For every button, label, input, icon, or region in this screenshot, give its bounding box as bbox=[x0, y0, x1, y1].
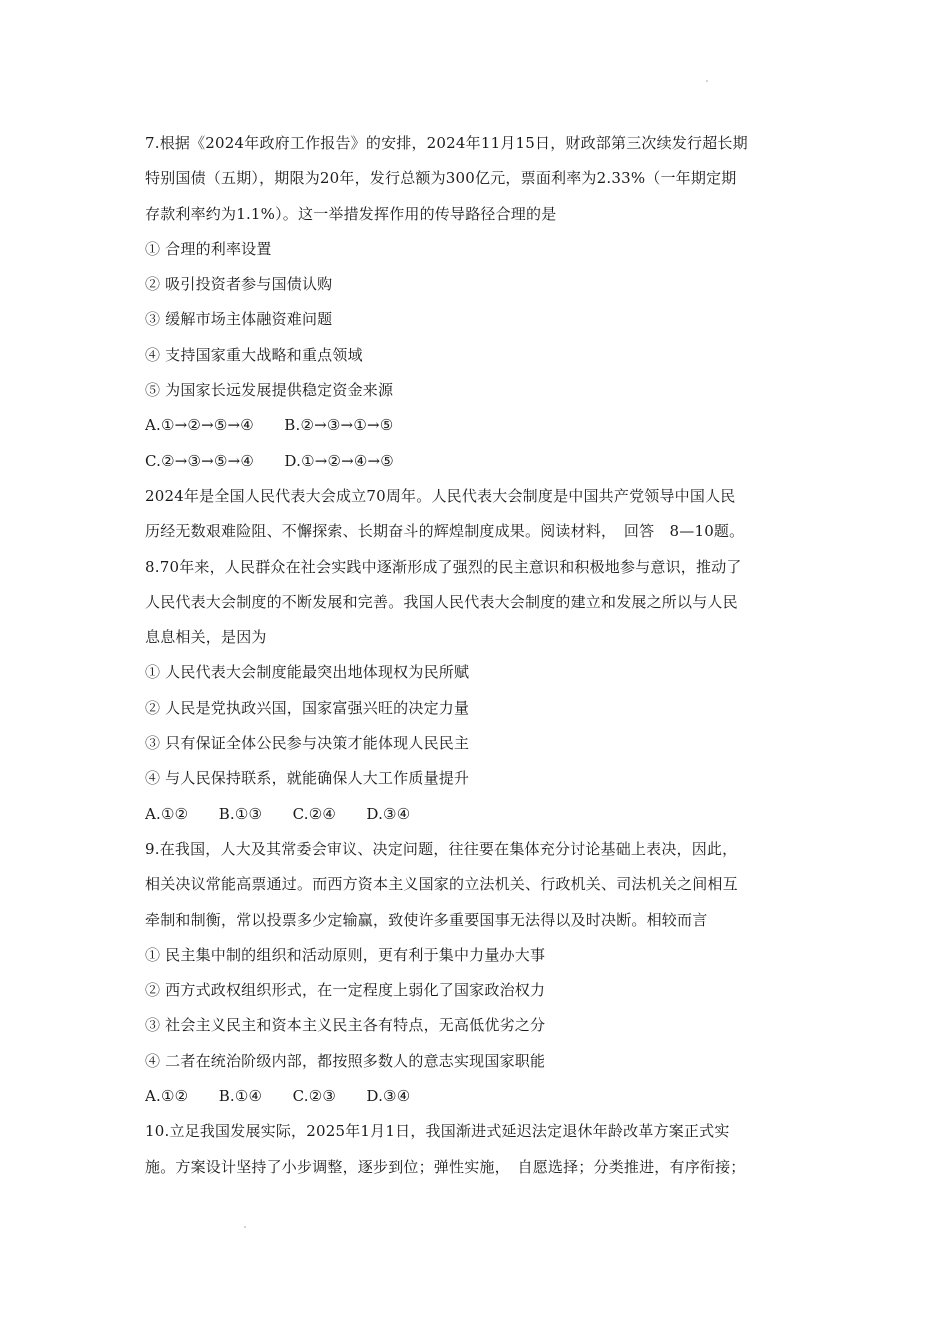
material-intro-line-1: 2024年是全国人民代表大会成立70周年。人民代表大会制度是中国共产党领导中国人民 bbox=[145, 486, 736, 505]
question-9-item-3: ③ 社会主义民主和资本主义民主各有特点，无高低优劣之分 bbox=[145, 1016, 546, 1035]
question-7-item-4: ④ 支持国家重大战略和重点领域 bbox=[145, 345, 363, 364]
question-9-item-2: ② 西方式政权组织形式，在一定程度上弱化了国家政治权力 bbox=[145, 981, 546, 1000]
top-corner-mark bbox=[706, 80, 708, 82]
question-10-stem-line-2: 施。方案设计坚持了小步调整，逐步到位；弹性实施， 自愿选择；分类推进，有序衔接； bbox=[145, 1157, 746, 1176]
question-9-item-4: ④ 二者在统治阶级内部，都按照多数人的意志实现国家职能 bbox=[145, 1051, 546, 1070]
question-7-stem-line-3: 存款利率约为1.1%）。这一举措发挥作用的传导路径合理的是 bbox=[145, 204, 557, 223]
question-8-stem-line-2: 人民代表大会制度的不断发展和完善。我国人民代表大会制度的建立和发展之所以与人民 bbox=[145, 592, 738, 611]
question-8-item-1: ① 人民代表大会制度能最突出地体现权为民所赋 bbox=[145, 663, 470, 682]
question-7-item-2: ② 吸引投资者参与国债认购 bbox=[145, 275, 333, 294]
question-7-stem-line-2: 特别国债（五期），期限为20年，发行总额为300亿元，票面利率为2.33%（一年期定期 bbox=[145, 169, 737, 188]
exam-page-content bbox=[145, 126, 813, 1185]
question-7-options-cd: C.②→③→⑤→④ D.①→②→④→⑤ bbox=[145, 451, 394, 470]
question-9-stem-line-3: 牵制和制衡，常以投票多少定输赢，致使许多重要国事无法得以及时决断。相较而言 bbox=[145, 910, 708, 929]
question-10-stem-line-1: 10.立足我国发展实际，2025年1月1日，我国渐进式延迟法定退休年龄改革方案正式实 bbox=[145, 1122, 730, 1141]
question-7-item-1: ① 合理的利率设置 bbox=[145, 239, 272, 258]
question-9-options: A.①② B.①④ C.②③ D.③④ bbox=[145, 1087, 411, 1106]
question-8-stem-line-1: 8.70年来，人民群众在社会实践中逐渐形成了强烈的民主意识和积极地参与意识，推动了 bbox=[145, 557, 742, 576]
question-7-item-3: ③ 缓解市场主体融资难问题 bbox=[145, 310, 333, 329]
question-7-item-5: ⑤ 为国家长远发展提供稳定资金来源 bbox=[145, 381, 394, 400]
question-9-stem-line-2: 相关决议常能高票通过。而西方资本主义国家的立法机关、行政机关、司法机关之间相互 bbox=[145, 875, 738, 894]
question-8-item-4: ④ 与人民保持联系，就能确保人大工作质量提升 bbox=[145, 769, 470, 788]
question-7-stem-line-1: 7.根据《2024年政府工作报告》的安排，2024年11月15日，财政部第三次续发行超长期 bbox=[145, 134, 748, 152]
question-8-item-2: ② 人民是党执政兴国，国家富强兴旺的决定力量 bbox=[145, 698, 470, 717]
question-9-item-1: ① 民主集中制的组织和活动原则，更有利于集中力量办大事 bbox=[145, 945, 546, 964]
question-9-stem-line-1: 9.在我国，人大及其常委会审议、决定问题，往往要在集体充分讨论基础上表决，因此， bbox=[145, 839, 738, 858]
question-8-item-3: ③ 只有保证全体公民参与决策才能体现人民民主 bbox=[145, 734, 470, 753]
question-8-stem-line-3: 息息相关，是因为 bbox=[145, 628, 267, 647]
question-8-options: A.①② B.①③ C.②④ D.③④ bbox=[145, 804, 411, 823]
bottom-corner-mark bbox=[244, 1226, 246, 1228]
material-intro-line-2: 历经无数艰难险阻、不懈探索、长期奋斗的辉煌制度成果。阅读材料， 回答 8—10题。 bbox=[145, 522, 745, 541]
question-7-options-ab: A.①→②→⑤→④ B.②→③→①→⑤ bbox=[145, 416, 394, 435]
